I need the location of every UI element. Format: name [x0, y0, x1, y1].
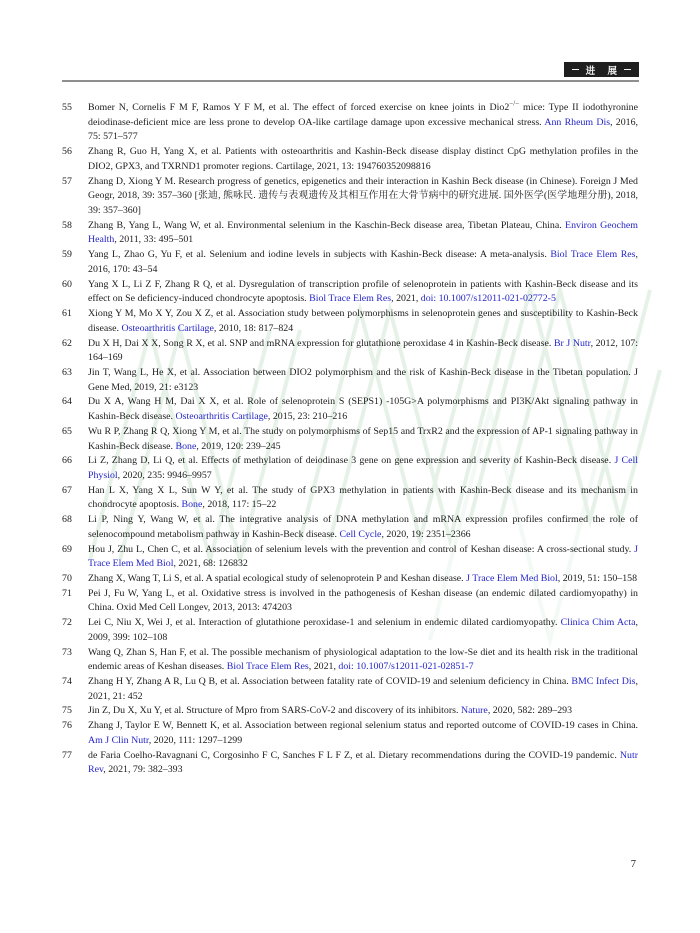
reference-item — [62, 675, 638, 704]
reference-item — [62, 248, 638, 277]
reference-text: Pei J, Fu W, Yang L, et al. Oxidative stress is involved in the pathogenesis of Keshan disease (an endemic dilated cardiomyopathy) in China. Oxid Med Cell Longev, 2013, 2013: 474203 — [88, 587, 638, 614]
reference-text: , 2011, 33: 495–501 — [114, 234, 194, 246]
reference-text: Zhang B, Yang L, Wang W, et al. Environmental selenium in the Kaschin-Beck disease area, Tibetan Plateau, China. — [88, 219, 566, 231]
reference-item — [62, 278, 638, 307]
reference-text: Wang Q, Zhan S, Han F, et al. The possible mechanism of physiological adaptation to the low-Se diet and its health risk in the traditional endemic areas of Keshan diseases. — [88, 646, 638, 673]
reference-text: Zhang D, Xiong Y M. Research progress of genetics, epigenetics and their interaction in Kashin Beck disease (in Chinese). Foreign J Med Geogr, 2018, 39: 357–360 [张迪, 熊咏民. 遗传与表观遗传及其相互作用在大骨节病中的研究进展. 国外医学(医学地理分册), 2018, 39: 357–360] — [88, 175, 638, 217]
reference-text: Li Z, Zhang D, Li Q, et al. Effects of methylation of deiodinase 3 gene on gene expression and severity of Kashin-Beck disease. — [88, 455, 615, 467]
reference-text: , 2009, 399: 102–108 — [88, 617, 638, 643]
reference-text: Yang L, Zhao G, Yu F, et al. Selenium and iodine levels in subjects with Kashin-Beck disease: A meta-analysis. — [88, 249, 551, 261]
section-badge — [564, 62, 639, 77]
reference-number: 57 — [62, 175, 72, 187]
journal-link[interactable]: Ann Rheum Dis — [544, 116, 611, 128]
reference-text: Hou J, Zhu L, Chen C, et al. Association of selenium levels with the prevention and control of Keshan disease: A cross-sectional study. — [88, 543, 635, 555]
reference-item — [62, 704, 638, 719]
reference-number: 68 — [62, 514, 72, 526]
section-badge-label: 进 展 — [585, 66, 622, 77]
reference-item — [62, 307, 638, 336]
reference-text: de Faria Coelho-Ravagnani C, Corgosinho F C, Sanches F L F Z, et al. Dietary recommendations during the COVID-19 pandemic. — [88, 749, 620, 761]
reference-item — [62, 484, 638, 513]
reference-text: , 2020, 19: 2351–2366 — [381, 528, 471, 540]
reference-number: 65 — [62, 425, 72, 437]
superscript-text: −/− — [509, 99, 520, 108]
reference-text: Zhang R, Guo H, Yang X, et al. Patients with osteoarthritis and Kashin-Beck disease display distinct CpG methylation profiles in the DIO2, GPX3, and TXRND1 promoter regions. Cartilage, 2021, 13: 194760352098816 — [88, 146, 638, 172]
reference-number: 61 — [62, 308, 72, 320]
reference-number: 60 — [62, 278, 72, 290]
reference-number: 55 — [62, 102, 72, 113]
reference-text: Du X A, Wang H M, Dai X X, et al. Role of selenoprotein S (SEPS1) -105G>A polymorphisms and PI3K/Akt signaling pathway in Kashin-Beck disease. — [88, 396, 638, 423]
journal-link[interactable]: Clinica Chim Acta — [560, 617, 636, 629]
reference-item — [62, 366, 638, 395]
reference-text: , 2012, 107: 164–169 — [88, 337, 638, 364]
journal-link[interactable]: Br J Nutr — [553, 337, 591, 349]
reference-number: 76 — [62, 720, 72, 732]
reference-text: Zhang X, Wang T, Li S, et al. A spatial ecological study of selenoprotein P and Keshan disease. — [88, 573, 467, 584]
reference-item — [62, 425, 638, 454]
reference-text: , 2010, 18: 817–824 — [213, 322, 294, 334]
reference-text: , 2018, 117: 15–22 — [202, 499, 277, 511]
reference-item — [62, 749, 638, 778]
reference-text: , 2019, 120: 239–245 — [196, 440, 281, 452]
reference-text: , 2016, 170: 43–54 — [88, 249, 638, 275]
reference-text: Zhang J, Taylor E W, Bennett K, et al. Association between regional selenium status and reported outcome of COVID-19 cases in China. — [88, 720, 638, 732]
reference-text: , 2021, 68: 126832 — [173, 558, 248, 570]
badge-left-dash — [572, 69, 579, 70]
reference-text: Li P, Ning Y, Wang W, et al. The integrative analysis of DNA methylation and mRNA expression profiles confirmed the role of selenocompound metabolism pathway in Kashin-Beck disease. — [88, 514, 638, 540]
journal-link[interactable]: Am J Clin Nutr — [88, 734, 149, 746]
reference-item — [62, 337, 638, 366]
page-header — [62, 62, 639, 84]
journal-link[interactable]: doi: 10.1007/s12011-021-02772-5 — [420, 293, 556, 305]
reference-text: Lei C, Niu X, Wei J, et al. Interaction of glutathione peroxidase-1 and selenium in endemic dilated cardiomyopathy. — [88, 617, 561, 629]
reference-number: 70 — [62, 573, 72, 584]
journal-link[interactable]: BMC Infect Dis — [571, 676, 636, 688]
reference-item — [62, 543, 638, 572]
reference-text: Wu R P, Zhang R Q, Xiong Y M, et al. The study on polymorphisms of Sep15 and TrxR2 and the expression of AP-1 signaling pathway in Kashin-Beck disease. — [88, 425, 638, 452]
reference-item — [62, 587, 638, 616]
header-rule — [62, 80, 639, 82]
reference-number: 74 — [62, 676, 72, 688]
reference-number: 67 — [62, 484, 72, 496]
reference-text: , 2021, 79: 382–393 — [103, 764, 183, 776]
reference-text: , 2021, 21: 452 — [88, 676, 638, 702]
journal-link[interactable]: Cell Cycle — [339, 528, 382, 540]
journal-link[interactable]: Osteoarthritis Cartilage — [121, 322, 214, 334]
reference-number: 62 — [62, 337, 72, 349]
journal-link[interactable]: Biol Trace Elem Res — [226, 661, 309, 673]
journal-link[interactable]: J Cell Physiol — [88, 455, 638, 481]
reference-number: 73 — [62, 646, 72, 658]
reference-text: Jin Z, Du X, Xu Y, et al. Structure of Mpro from SARS-CoV-2 and discovery of its inhibitors. — [88, 705, 461, 717]
reference-text: , 2019, 51: 150–158 — [557, 573, 638, 584]
journal-link[interactable]: Biol Trace Elem Res — [550, 249, 636, 261]
reference-number: 75 — [62, 705, 72, 717]
reference-text: , 2020, 582: 289–293 — [487, 705, 573, 717]
reference-text: mice: Type II iodothyronine deiodinase-deficient mice are less prone to develop OA-like cartilage damage upon excessive mechanical stress. — [88, 102, 638, 128]
reference-item — [62, 175, 638, 219]
reference-text: , 2021, — [308, 661, 339, 673]
reference-number: 64 — [62, 396, 72, 408]
reference-text: , 2015, 23: 210–216 — [267, 411, 348, 423]
reference-text: Zhang H Y, Zhang A R, Lu Q B, et al. Association between fatality rate of COVID-19 and selenium deficiency in China. — [88, 676, 572, 688]
reference-text: Han L X, Yang X L, Sun W Y, et al. The study of GPX3 methylation in patients with Kashin-Beck disease and its mechanism in chondrocyte apoptosis. — [88, 484, 638, 511]
journal-link[interactable]: Bone — [175, 440, 197, 452]
reference-item — [62, 101, 638, 145]
journal-link[interactable]: Bone — [181, 499, 203, 511]
reference-item — [62, 454, 638, 483]
reference-text: , 2016, 75: 571–577 — [88, 116, 639, 143]
reference-number: 66 — [62, 455, 72, 467]
reference-number: 72 — [62, 617, 72, 629]
reference-item — [62, 395, 638, 424]
reference-number: 63 — [62, 366, 72, 378]
reference-list — [62, 101, 638, 778]
journal-link[interactable]: Biol Trace Elem Res — [309, 293, 392, 305]
reference-text: , 2020, 111: 1297–1299 — [148, 734, 243, 746]
reference-text: , 2020, 235: 9946–9957 — [117, 469, 212, 481]
reference-text: , 2021, — [391, 293, 421, 305]
reference-text: Bomer N, Cornelis F M F, Ramos Y F M, et al. The effect of forced exercise on knee joints in Dio2 — [88, 102, 510, 113]
reference-item — [62, 572, 638, 587]
journal-link[interactable]: doi: 10.1007/s12011-021-02851-7 — [338, 661, 474, 673]
reference-item — [62, 513, 638, 542]
reference-number: 56 — [62, 146, 72, 158]
reference-number: 58 — [62, 219, 72, 231]
reference-text: Xiong Y M, Mo X Y, Zou X Z, et al. Association study between polymorphisms in selenoprotein genes and susceptibility to Kashin-Beck disease. — [88, 308, 638, 334]
badge-right-dash — [624, 69, 631, 70]
journal-link[interactable]: Nutr Rev — [88, 749, 638, 776]
reference-number: 77 — [62, 749, 72, 761]
reference-number: 59 — [62, 249, 72, 261]
reference-text: Yang X L, Li Z F, Zhang R Q, et al. Dysregulation of transcription profile of selenoprotein in patients with Kashin-Beck disease and its effect on Se deficiency-induced chondrocyte apoptosis. — [88, 278, 638, 305]
journal-link[interactable]: Osteoarthritis Cartilage — [175, 411, 268, 423]
journal-link[interactable]: Nature — [460, 705, 488, 717]
reference-number: 69 — [62, 543, 72, 555]
reference-item — [62, 646, 638, 675]
journal-link[interactable]: Environ Geochem Health — [88, 219, 638, 246]
journal-link[interactable]: J Trace Elem Med Biol — [466, 573, 558, 584]
reference-item — [62, 219, 638, 248]
reference-number: 71 — [62, 587, 72, 599]
reference-text: Du X H, Dai X X, Song R X, et al. SNP and mRNA expression for glutathione peroxidase 4 in Kashin-Beck disease. — [88, 337, 554, 349]
reference-item — [62, 616, 638, 645]
reference-item — [62, 719, 638, 748]
page-number: 7 — [630, 859, 636, 870]
reference-item — [62, 145, 638, 174]
reference-text: Jin T, Wang L, He X, et al. Association between DIO2 polymorphism and the risk of Kashin-Beck disease in the Tibetan population. J Gene Med, 2019, 21: e3123 — [88, 366, 638, 393]
journal-link[interactable]: J Trace Elem Med Biol — [88, 543, 638, 570]
